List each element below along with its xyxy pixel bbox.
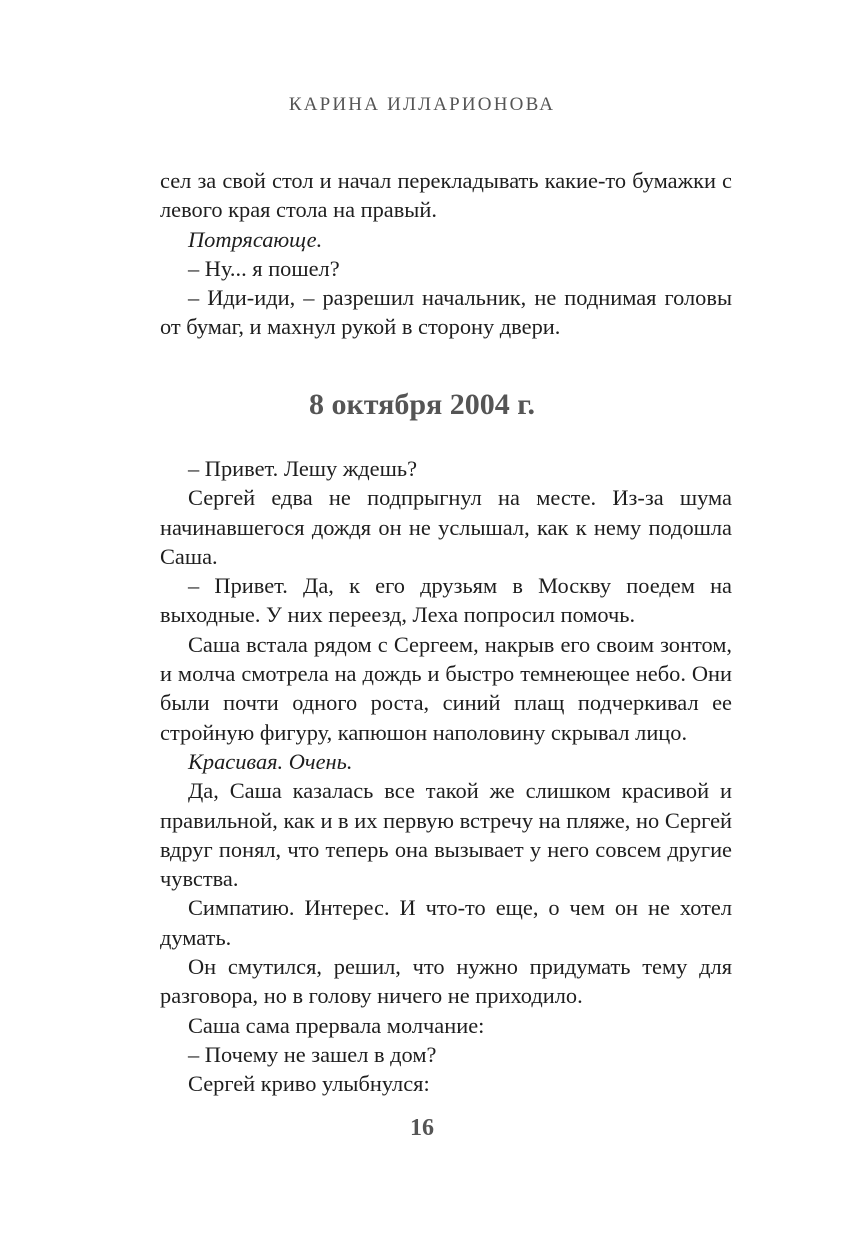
text-block-top — [160, 166, 732, 342]
paragraph: Он смутился, решил, что нужно придумать тему для разговора, но в голову ничего не приходило. — [160, 954, 732, 1009]
paragraph: Да, Саша казалась все такой же слишком красивой и правильной, как и в их первую встречу на пляже, но Сергей вдруг понял, что теперь она вызывает у него совсем другие чувства. — [160, 778, 732, 892]
paragraph: Симпатию. Интерес. И что-то еще, о чем он не хотел думать. — [160, 895, 732, 950]
paragraph: Сергей едва не подпрыгнул на месте. Из-за шума начинавшегося дождя он не услышал, как к нему подошла Саша. — [160, 485, 732, 569]
page-number: 16 — [410, 1115, 434, 1141]
running-head-author: КАРИНА ИЛЛАРИОНОВА — [288, 94, 556, 115]
paragraph: сел за свой стол и начал перекладывать какие-то бумажки с левого края стола на правый. — [160, 168, 732, 223]
chapter-heading-date: 8 октября 2004 г. — [308, 388, 535, 421]
text-block-main — [160, 454, 732, 1099]
paragraph-italic-thought: Потрясающе. — [188, 226, 323, 252]
paragraph-dialogue: – Почему не зашел в дом? — [188, 1041, 437, 1067]
paragraph: Саша сама прервала молчание: — [188, 1012, 485, 1038]
paragraph: Сергей криво улыбнулся: — [188, 1071, 430, 1097]
paragraph-dialogue: – Привет. Лешу ждешь? — [188, 456, 418, 481]
paragraph: Саша встала рядом с Сергеем, накрыв его своим зонтом, и молча смотрела на дождь и быстро темнеющее небо. Они были почти одного роста, синий плащ подчеркивал ее стройную фигуру, капюшон наполовину скрывал лицо. — [160, 631, 732, 745]
paragraph-italic-thought: Красивая. Очень. — [188, 748, 353, 774]
paragraph-dialogue: – Ну... я пошел? — [188, 255, 340, 281]
paragraph-dialogue: – Привет. Да, к его друзьям в Москву поедем на выходные. У них переезд, Леха попросил помочь. — [160, 573, 732, 628]
paragraph-dialogue: – Иди-иди, – разрешил начальник, не поднимая головы от бумаг, и махнул рукой в сторону двери. — [160, 285, 732, 340]
